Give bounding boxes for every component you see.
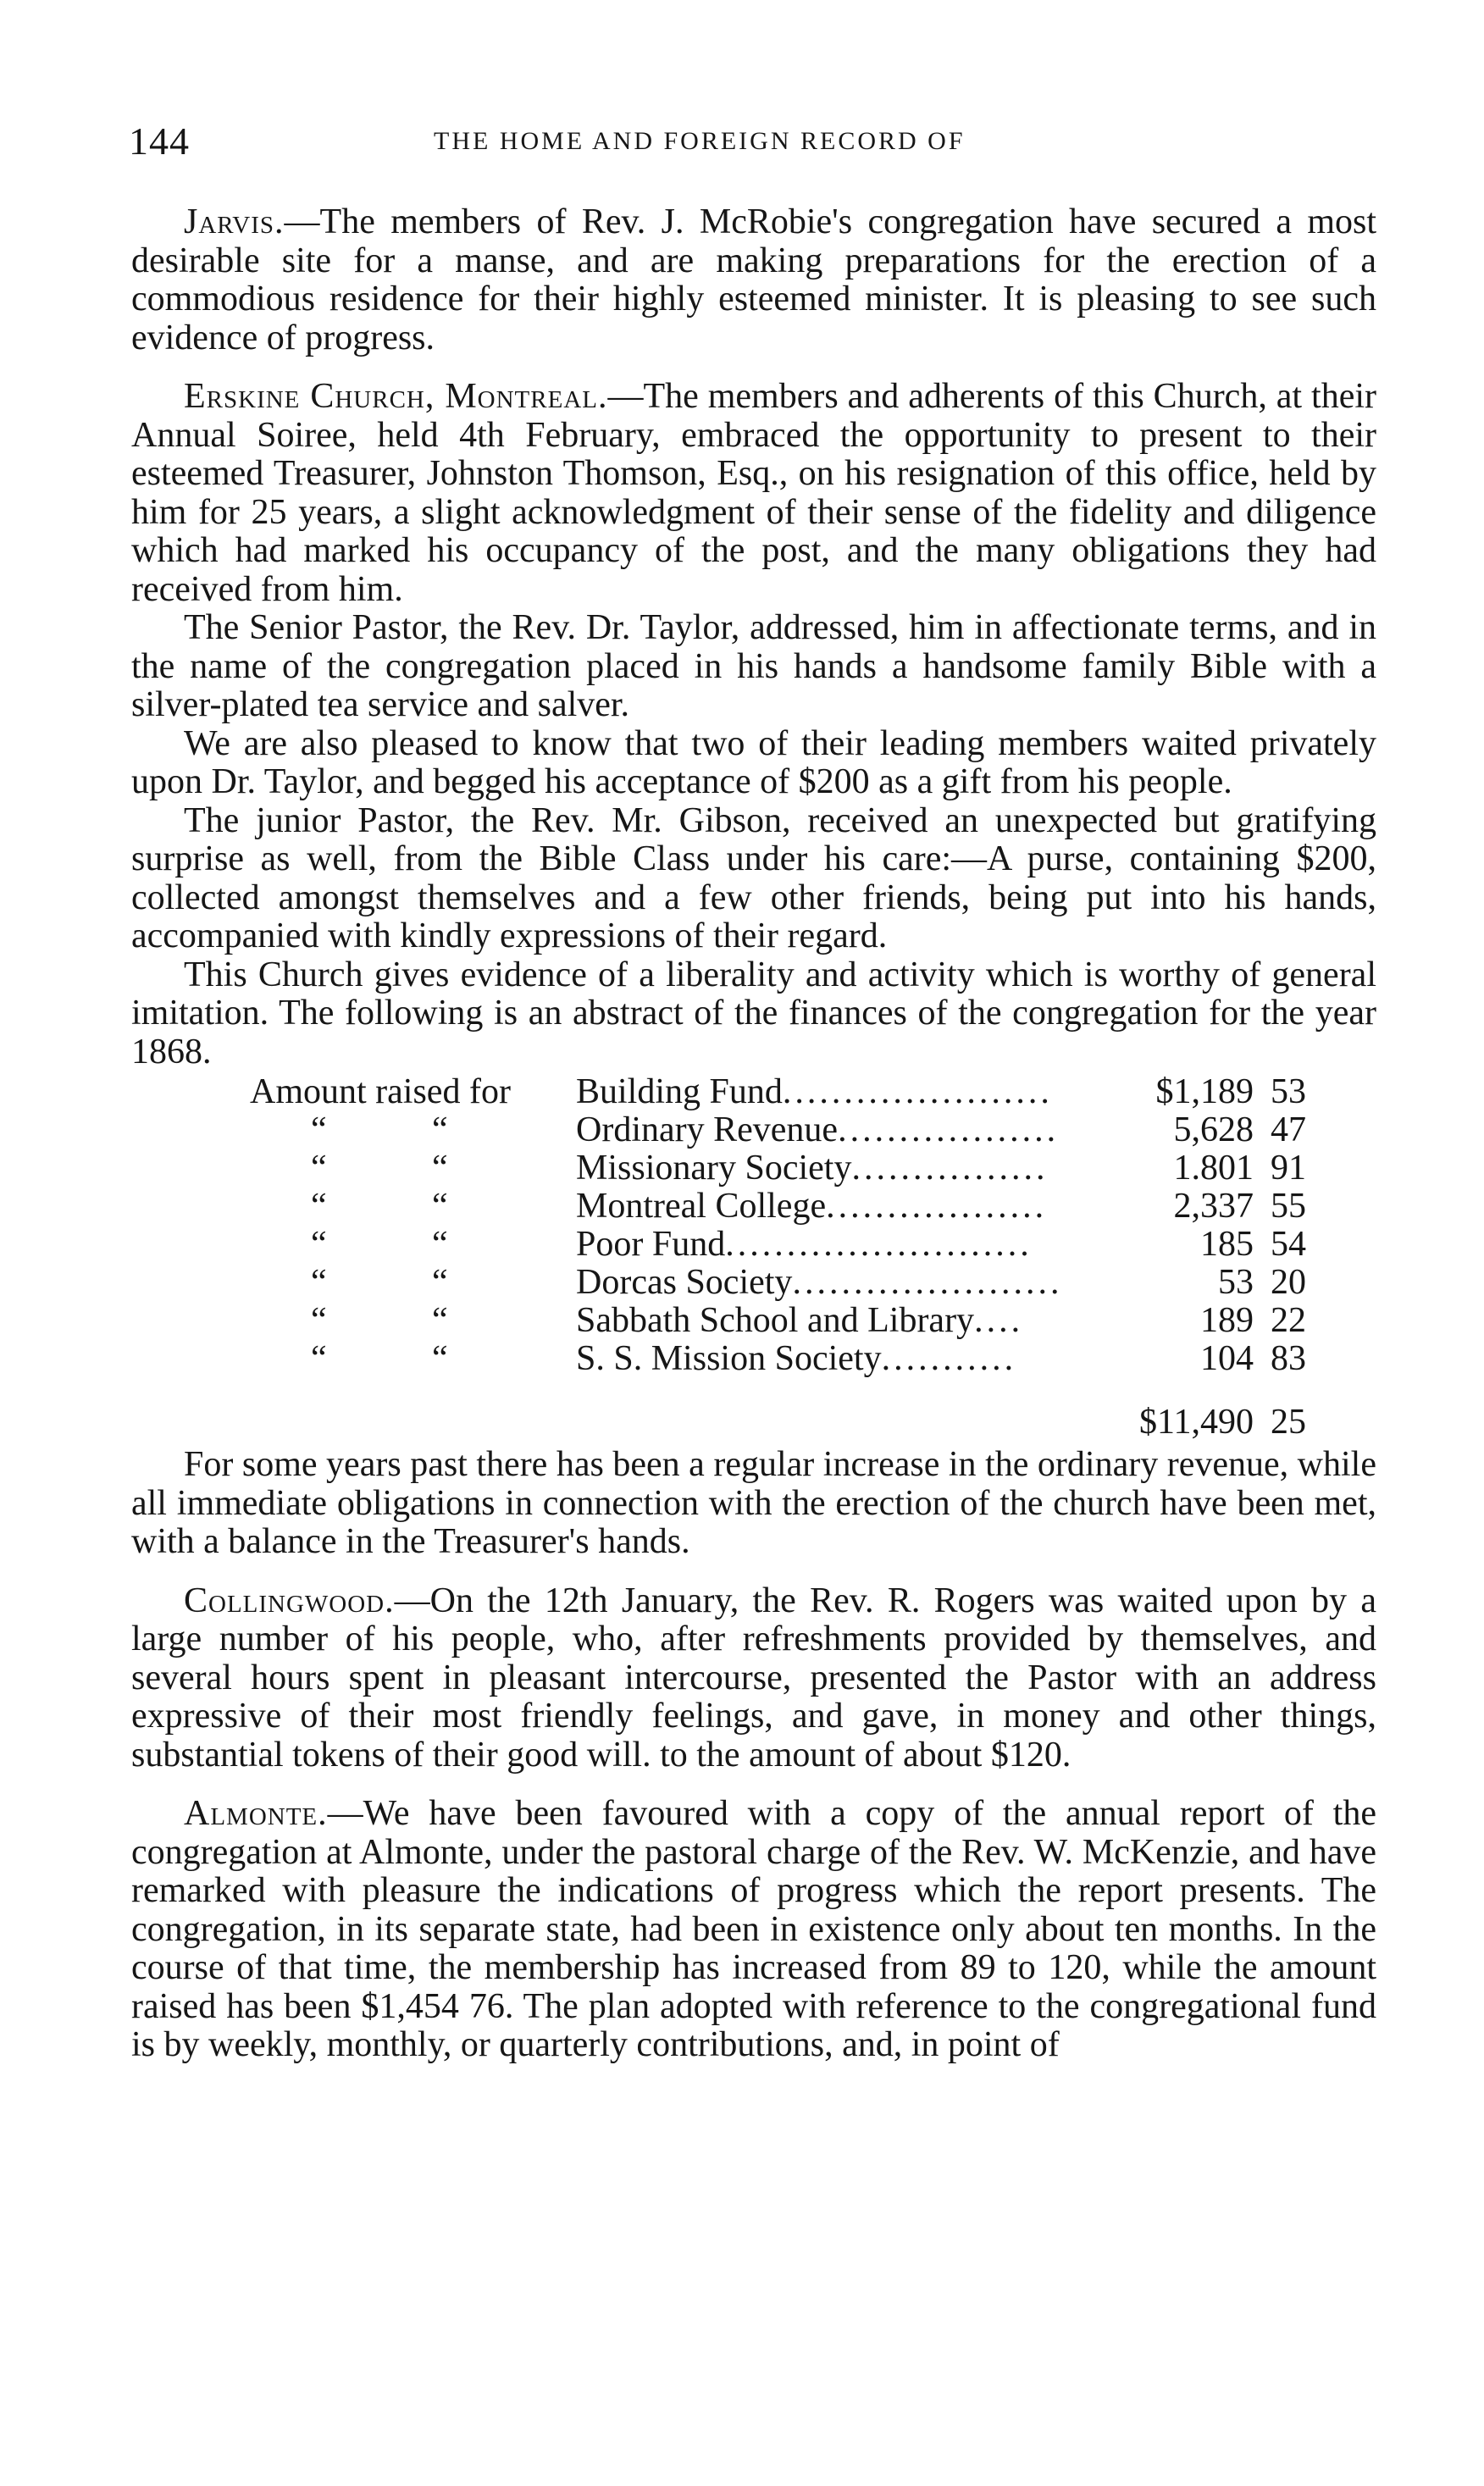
- finance-total-row: [131, 1378, 1376, 1446]
- page-number: 144: [129, 119, 190, 163]
- dot-leaders: ..................: [826, 1188, 1048, 1226]
- finance-table: [131, 1073, 1376, 1446]
- finance-item-label: Building Fund: [576, 1073, 783, 1111]
- finance-cents: 83: [1271, 1339, 1306, 1378]
- finance-row: [131, 1188, 1376, 1226]
- dot-leaders: ....: [974, 1302, 1024, 1340]
- finance-item-label: Missionary Society: [576, 1149, 852, 1188]
- erskine-paragraph-2: The Senior Pastor, the Rev. Dr. Taylor, addressed, him in affectionate terms, and in the name of the congregation placed in his hands a handsome family Bible with a silver-plated tea service and salver.: [131, 608, 1376, 724]
- finance-item: [576, 1111, 1220, 1150]
- ditto-mark: “: [432, 1263, 448, 1302]
- finance-lead-label: Amount raised for: [250, 1072, 511, 1111]
- ditto-mark: “: [311, 1301, 327, 1340]
- finance-cents: 22: [1271, 1301, 1306, 1340]
- almonte-text: —We have been favoured with a copy of the annual report of the congregation at Almonte, under the pastoral charge of the Rev. W. McKenzie, and have remarked with pleasure the indications of progress which the report presents. The congregation, in its separate state, had been in existence only about ten months. In the course of that time, the membership has increased from 89 to 120, while the amount raised has been $1,454 76. The plan adopted with reference to the congregational fund is by weekly, monthly, or quarterly contributions, and, in point of: [131, 1794, 1376, 2064]
- collingwood-text: —On the 12th January, the Rev. R. Rogers was waited upon by a large number of his people, who, after refreshments provided by themselves, and several hours spent in pleasant intercourse, presented the Pastor with an address expressive of their most friendly feelings, and gave, in money and other things, substantial tokens of their good will. to the amount of about $120.: [131, 1581, 1376, 1775]
- finance-row: [131, 1073, 1376, 1111]
- ditto-mark: “: [432, 1225, 448, 1264]
- finance-row: [131, 1264, 1376, 1302]
- finance-total-dollars: $11,490: [1139, 1403, 1254, 1442]
- finance-dollars: 53: [1218, 1263, 1254, 1302]
- finance-item-label: S. S. Mission Society: [576, 1340, 882, 1378]
- ditto-mark: “: [311, 1187, 327, 1226]
- finance-dollars: 1.801: [1173, 1149, 1254, 1188]
- finance-cents: 20: [1271, 1263, 1306, 1302]
- dot-leaders: ......................: [782, 1073, 1053, 1111]
- dot-leaders: ...........: [881, 1340, 1017, 1378]
- finance-dollars: 2,337: [1173, 1187, 1254, 1226]
- finance-item-label: Ordinary Revenue: [576, 1111, 839, 1149]
- finance-cents: 47: [1271, 1110, 1306, 1149]
- finance-item: [576, 1340, 1220, 1379]
- finance-row: [131, 1149, 1376, 1188]
- jarvis-text: —The members of Rev. J. McRobie's congregation have secured a most desirable site for a manse, and are making preparations for the erection of a commodious residence for their highly esteemed minister. It is pleasing to see such evidence of progress.: [131, 202, 1376, 357]
- ditto-mark: “: [311, 1225, 327, 1264]
- finance-row: [131, 1340, 1376, 1378]
- finance-item-label: Montreal College: [576, 1188, 827, 1226]
- dot-leaders: .........................: [725, 1226, 1033, 1264]
- finance-item: [576, 1073, 1220, 1112]
- finance-item-label: Poor Fund: [576, 1226, 726, 1264]
- finance-dollars: 104: [1200, 1339, 1254, 1378]
- finance-dollars: 5,628: [1173, 1110, 1254, 1149]
- finance-cents: 91: [1271, 1149, 1306, 1188]
- ditto-mark: “: [432, 1301, 448, 1340]
- ditto-mark: “: [432, 1187, 448, 1226]
- finance-dollars: 185: [1200, 1225, 1254, 1264]
- ditto-mark: “: [432, 1110, 448, 1149]
- almonte-paragraph: [131, 1795, 1376, 2065]
- finance-item: [576, 1302, 1220, 1341]
- finance-item-label: Sabbath School and Library: [576, 1302, 975, 1340]
- finance-item: [576, 1226, 1220, 1265]
- ditto-mark: “: [311, 1263, 327, 1302]
- finance-row: [131, 1302, 1376, 1340]
- ditto-mark: “: [311, 1339, 327, 1378]
- ditto-mark: “: [311, 1110, 327, 1149]
- jarvis-paragraph: [131, 203, 1376, 357]
- ditto-mark: “: [432, 1149, 448, 1188]
- erskine-heading: Erskine Church, Montreal.: [184, 377, 608, 416]
- finance-item: [576, 1188, 1220, 1226]
- finance-cents: 55: [1271, 1187, 1306, 1226]
- erskine-text-1: —The members and adherents of this Church, at their Annual Soiree, held 4th February, embraced the opportunity to present to their esteemed Treasurer, Johnston Thomson, Esq., on his resignation of this office, held by him for 25 years, a slight acknowledgment of their sense of the fidelity and diligence which had marked his occupancy of the post, and the many obligations they had received from him.: [131, 377, 1376, 609]
- dot-leaders: ................: [851, 1149, 1049, 1188]
- running-head: THE HOME AND FOREIGN RECORD OF: [434, 127, 966, 155]
- collingwood-heading: Collingwood.: [184, 1581, 395, 1620]
- dot-leaders: ..................: [838, 1111, 1060, 1149]
- finance-row: [131, 1111, 1376, 1149]
- page-header: [129, 119, 1382, 169]
- finance-cents: 54: [1271, 1225, 1306, 1264]
- finance-dollars: $1,189: [1155, 1072, 1254, 1111]
- almonte-heading: Almonte.: [184, 1794, 328, 1833]
- finance-row: [131, 1226, 1376, 1264]
- erskine-paragraph-4: The junior Pastor, the Rev. Mr. Gibson, received an unexpected but gratifying surprise as well, from the Bible Class under his care:—A purse, containing $200, collected amongst themselves and a few other friends, being put into his hands, accompanied with kindly expressions of their regard.: [131, 800, 1376, 955]
- erskine-paragraph-5: This Church gives evidence of a liberality and activity which is worthy of general imitation. The following is an abstract of the finances of the congregation for the year 1868.: [131, 955, 1376, 1071]
- erskine-paragraph-1: [131, 378, 1376, 609]
- ditto-mark: “: [311, 1149, 327, 1188]
- ditto-mark: “: [432, 1339, 448, 1378]
- jarvis-heading: Jarvis.: [184, 202, 285, 241]
- erskine-paragraph-6: For some years past there has been a regular increase in the ordinary revenue, while all immediate obligations in connection with the erection of the church have been met, with a balance in the Treasurer's hands.: [131, 1445, 1376, 1561]
- finance-total-cents: 25: [1271, 1403, 1306, 1442]
- finance-item-label: Dorcas Society: [576, 1264, 793, 1302]
- article-body: [131, 203, 1376, 2065]
- erskine-paragraph-3: We are also pleased to know that two of their leading members waited privately upon Dr. Taylor, and begged his acceptance of $200 as a gift from his people.: [131, 723, 1376, 801]
- finance-cents: 53: [1271, 1072, 1306, 1111]
- dot-leaders: ......................: [792, 1264, 1063, 1302]
- finance-item: [576, 1264, 1220, 1303]
- finance-dollars: 189: [1200, 1301, 1254, 1340]
- finance-item: [576, 1149, 1220, 1188]
- collingwood-paragraph: [131, 1582, 1376, 1775]
